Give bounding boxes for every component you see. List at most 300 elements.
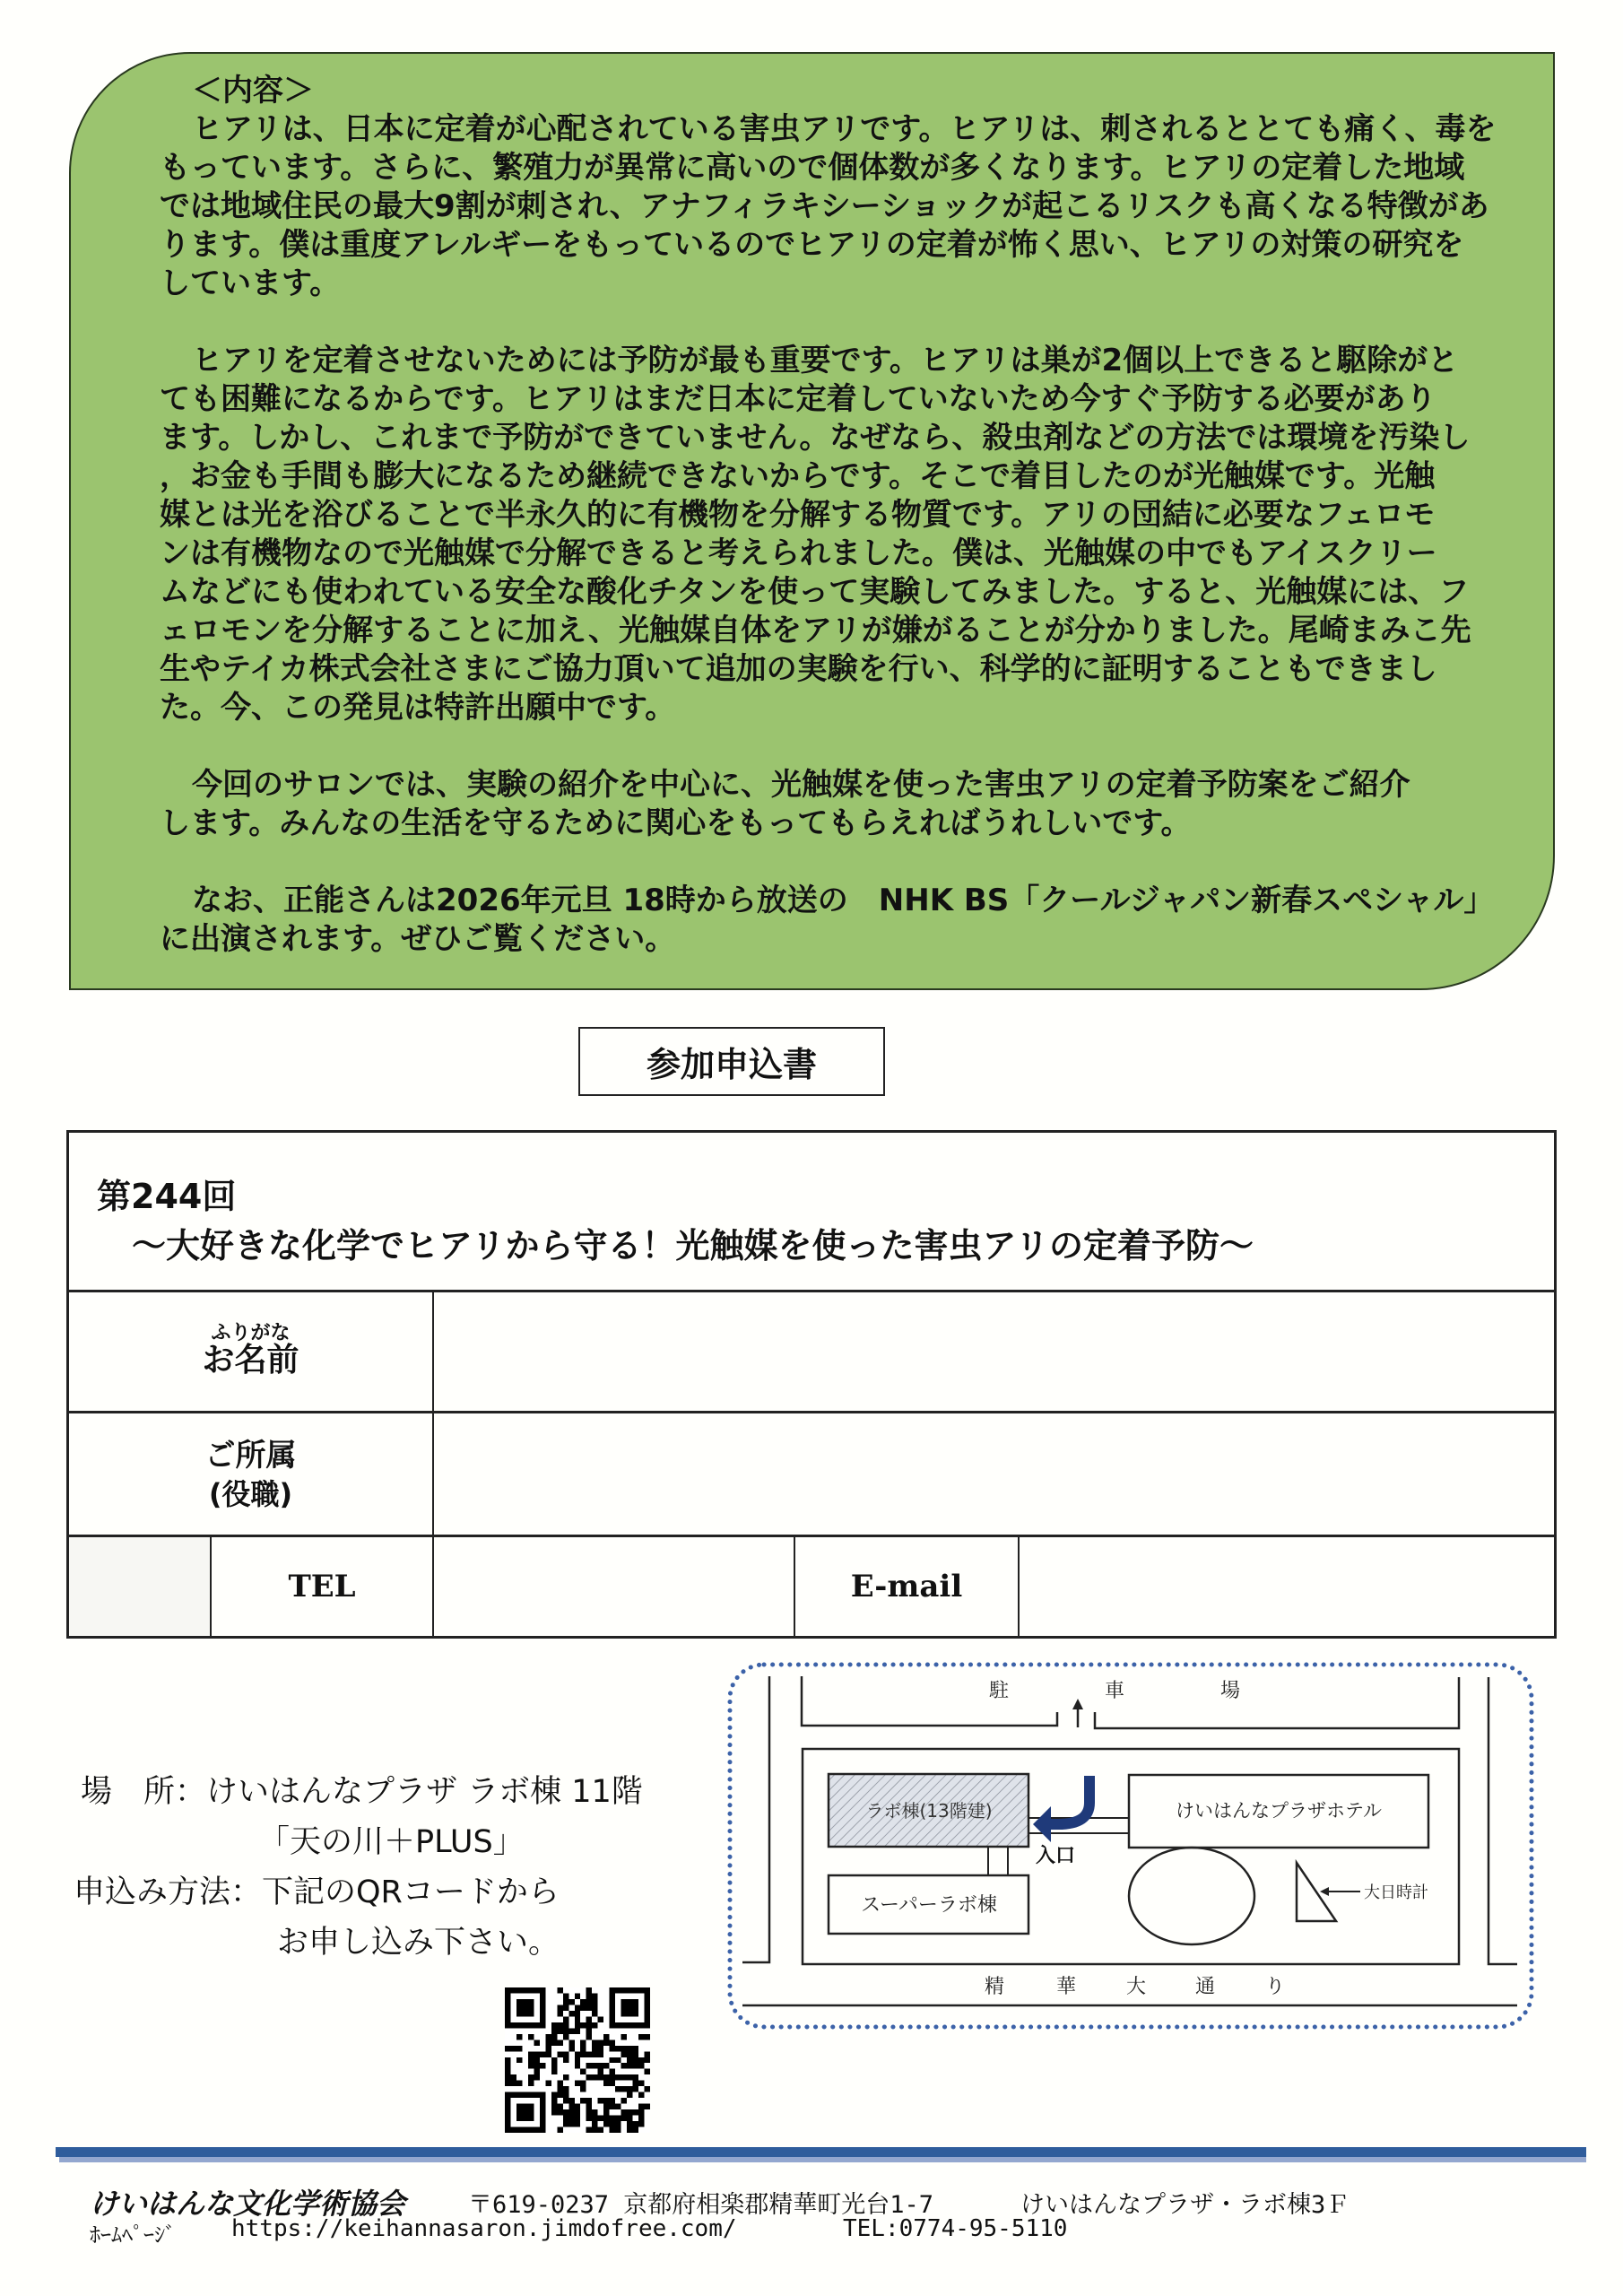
qr-module xyxy=(557,2005,562,2010)
venue-line: 場 所：けいはんなプラザ ラボ棟 11階 xyxy=(81,1774,643,1810)
qr-module xyxy=(603,2121,609,2126)
qr-module xyxy=(615,2046,621,2051)
affiliation-field[interactable] xyxy=(434,1413,1554,1535)
paragraph-gap xyxy=(160,727,1541,766)
qr-module xyxy=(610,2046,615,2051)
qr-module xyxy=(615,2057,621,2063)
qr-module xyxy=(575,2063,580,2068)
qr-module xyxy=(586,1999,592,2005)
qr-module xyxy=(551,2104,557,2109)
qr-module xyxy=(575,2022,580,2028)
qr-module xyxy=(621,2074,627,2080)
qr-module xyxy=(633,2051,638,2057)
qr-module xyxy=(557,2022,562,2028)
qr-module xyxy=(563,2034,568,2039)
qr-module xyxy=(598,2051,603,2057)
qr-module xyxy=(621,2098,627,2103)
road-left xyxy=(742,1676,769,1962)
sundial-label: 大日時計 xyxy=(1364,1883,1428,1902)
qr-module xyxy=(568,2011,574,2016)
qr-module xyxy=(598,2069,603,2074)
qr-module xyxy=(505,2074,510,2080)
street-char: 通 xyxy=(1194,1976,1216,1998)
apply-method: 申込み方法：下記のQRコードから xyxy=(74,1874,560,1910)
qr-module xyxy=(603,2034,609,2039)
qr-module xyxy=(505,2046,510,2051)
qr-module xyxy=(598,2098,603,2103)
qr-module xyxy=(592,1999,597,2005)
content-line: では地域住民の最大9割が刺され、アナフィラキシーショックが起こるリスクも高くなる特徴があ xyxy=(160,188,1489,224)
org-address: 〒619-0237 京都府相楽郡精華町光台1-7 xyxy=(468,2191,934,2219)
content-line: します。みんなの生活を守るために関心をもってもらえればうれしいです。 xyxy=(160,805,1192,841)
qr-module xyxy=(615,2074,621,2080)
qr-module xyxy=(638,2081,644,2086)
qr-module xyxy=(568,2098,574,2103)
qr-module xyxy=(505,2057,510,2063)
qr-module xyxy=(633,2074,638,2080)
qr-module xyxy=(592,2039,597,2045)
qr-module xyxy=(627,2116,632,2121)
qr-module xyxy=(510,2074,516,2080)
qr-module xyxy=(510,2046,516,2051)
qr-module xyxy=(557,2109,562,2115)
qr-module xyxy=(551,2028,557,2033)
access-map xyxy=(726,1659,1551,2054)
footer-divider xyxy=(56,2147,1586,2157)
qr-module xyxy=(510,2081,516,2086)
qr-module xyxy=(568,2104,574,2109)
qr-module xyxy=(580,2051,586,2057)
fountain-circle xyxy=(1129,1848,1254,1944)
qr-module xyxy=(551,2092,557,2098)
qr-module xyxy=(621,2116,627,2121)
qr-module xyxy=(534,2057,539,2063)
qr-module xyxy=(592,2063,597,2068)
qr-module xyxy=(586,2051,592,2057)
qr-module xyxy=(516,2034,522,2039)
qr-module xyxy=(592,2011,597,2016)
qr-module xyxy=(621,2046,627,2051)
qr-module xyxy=(575,1993,580,1998)
street-char: 大 xyxy=(1125,1976,1147,1998)
qr-module xyxy=(563,2028,568,2033)
homepage-label: ﾎｰﾑﾍﾟｰｼﾞ xyxy=(90,2222,176,2248)
qr-module xyxy=(516,2081,522,2086)
qr-module xyxy=(580,2046,586,2051)
affiliation-label xyxy=(69,1413,432,1535)
qr-module xyxy=(528,2034,534,2039)
content-line: 生やテイカ株式会社さまにご協力頂いて追加の実験を行い、科学的に証明することもできまし xyxy=(160,651,1437,687)
qr-module xyxy=(580,2069,586,2074)
qr-module xyxy=(603,2116,609,2121)
email-field[interactable] xyxy=(1020,1537,1554,1636)
qr-module xyxy=(592,2005,597,2010)
qr-module xyxy=(551,2098,557,2103)
entrance-arrowhead-icon xyxy=(1033,1806,1051,1842)
qr-module xyxy=(580,2005,586,2010)
qr-module xyxy=(557,2039,562,2045)
session-title: ～大好きな化学でヒアリから守る！光触媒を使った害虫アリの定着予防～ xyxy=(132,1226,1254,1265)
qr-module xyxy=(557,2104,562,2109)
qr-module xyxy=(598,2046,603,2051)
content-line: ヒアリは、日本に定着が心配されている害虫アリです。ヒアリは、刺されるととても痛く、毒を xyxy=(192,111,1497,147)
qr-module xyxy=(568,2109,574,2115)
parking-char: 駐 xyxy=(988,1680,1010,1702)
qr-module xyxy=(551,2057,557,2063)
qr-module xyxy=(551,2063,557,2068)
qr-module xyxy=(603,2081,609,2086)
qr-module xyxy=(568,2116,574,2121)
qr-module xyxy=(633,2109,638,2115)
content-line: ても困難になるからです。ヒアリはまだ日本に定着していないため今すぐ予防する必要があり xyxy=(160,381,1436,417)
qr-module xyxy=(592,2022,597,2028)
qr-module xyxy=(563,2016,568,2022)
qr-module xyxy=(568,1999,574,2005)
name-field[interactable] xyxy=(434,1292,1554,1411)
content-line: ます。しかし、これまで予防ができていません。なぜなら、殺虫剤などの方法では環境を汚染し xyxy=(160,420,1471,456)
qr-module xyxy=(603,2098,609,2103)
parking-char: 車 xyxy=(1104,1680,1125,1702)
qr-module xyxy=(551,2022,557,2028)
qr-module xyxy=(610,2121,615,2126)
qr-module xyxy=(633,2063,638,2068)
qr-module xyxy=(621,1999,638,2016)
qr-module xyxy=(586,1993,592,1998)
qr-module xyxy=(505,2069,510,2074)
qr-module xyxy=(557,2127,562,2133)
qr-module xyxy=(598,2116,603,2121)
qr-module xyxy=(534,2051,539,2057)
qr-module xyxy=(586,2022,592,2028)
qr-module xyxy=(621,2086,627,2092)
qr-module xyxy=(580,2039,586,2045)
qr-module xyxy=(528,2063,534,2068)
qr-module xyxy=(603,2063,609,2068)
lab-building-label: ラボ棟(13階建) xyxy=(865,1800,993,1822)
qr-module xyxy=(528,2051,534,2057)
qr-module xyxy=(563,1999,568,2005)
qr-module xyxy=(580,1999,586,2005)
qr-module xyxy=(645,2086,650,2092)
qr-module xyxy=(540,2051,545,2057)
qr-module xyxy=(557,2028,562,2033)
qr-module xyxy=(557,1987,562,1993)
qr-module xyxy=(551,2069,557,2074)
qr-module xyxy=(627,2121,632,2126)
hotel-label: けいはんなプラザホテル xyxy=(1176,1800,1382,1822)
qr-module xyxy=(586,2005,592,2010)
qr-module xyxy=(534,2063,539,2068)
qr-module xyxy=(575,2011,580,2016)
qr-module xyxy=(592,2051,597,2057)
qr-module xyxy=(638,2092,644,2098)
qr-module xyxy=(528,2081,534,2086)
qr-module xyxy=(598,2063,603,2068)
street-char: 精 xyxy=(984,1976,1005,1998)
qr-module xyxy=(645,2034,650,2039)
application-form xyxy=(66,1130,1557,1639)
entrance-label: 入口 xyxy=(1035,1845,1076,1867)
qr-module xyxy=(615,2121,621,2126)
qr-module xyxy=(598,2039,603,2045)
qr-module xyxy=(586,2034,592,2039)
qr-module xyxy=(557,2011,562,2016)
content-line: 媒とは光を浴びることで半永久的に有機物を分解する物質です。アリの団結に必要なフェロモ xyxy=(160,497,1436,533)
qr-module xyxy=(592,2116,597,2121)
furigana-label: ふりがな xyxy=(211,1322,291,1344)
qr-module xyxy=(568,2039,574,2045)
qr-module xyxy=(638,2034,644,2039)
qr-module xyxy=(615,2116,621,2121)
road-right xyxy=(1488,1677,1517,1964)
content-line: ムなどにも使われている安全な酸化チタンを使って実験してみました。すると、光触媒には、フ xyxy=(160,574,1470,610)
qr-module xyxy=(568,2121,574,2126)
qr-module xyxy=(621,2109,627,2115)
qr-module xyxy=(575,2081,580,2086)
qr-module xyxy=(627,2086,632,2092)
qr-module xyxy=(551,2109,557,2115)
qr-module xyxy=(633,2121,638,2126)
qr-module xyxy=(563,2109,568,2115)
qr-module xyxy=(575,2121,580,2126)
org-name: けいはんな文化学術協会 xyxy=(90,2187,406,2221)
qr-module xyxy=(610,2104,615,2109)
qr-module xyxy=(627,2092,632,2098)
qr-module xyxy=(592,2121,597,2126)
qr-module xyxy=(615,2086,621,2092)
super-lab-label: スーパーラボ棟 xyxy=(861,1894,997,1917)
qr-module xyxy=(610,2116,615,2121)
content-text xyxy=(160,72,1541,959)
qr-module xyxy=(551,2039,557,2045)
qr-module xyxy=(615,2127,621,2133)
blank-cell xyxy=(69,1537,210,1636)
parking-left xyxy=(802,1676,1057,1726)
qr-module xyxy=(603,2109,609,2115)
qr-module xyxy=(592,2127,597,2133)
content-line: ヒアリを定着させないためには予防が最も重要です。ヒアリは巣が2個以上できると駆除がと xyxy=(192,343,1459,378)
content-heading: ＜内容＞ xyxy=(192,73,314,109)
content-line: なお、正能さんは2026年元旦 18時から放送の NHK BS「クールジャパン新春スペシャル」 xyxy=(192,883,1495,918)
qr-module xyxy=(563,2057,568,2063)
qr-module xyxy=(568,2028,574,2033)
qr-module xyxy=(563,2121,568,2126)
street-char: 華 xyxy=(1055,1976,1077,1998)
qr-module xyxy=(505,2063,510,2068)
qr-module xyxy=(645,2104,650,2109)
qr-module xyxy=(610,2081,615,2086)
content-line: に出演されます。ぜひご覧ください。 xyxy=(160,921,676,957)
tel-label: TEL xyxy=(288,1569,356,1605)
qr-module xyxy=(586,2109,592,2115)
content-line: 今回のサロンでは、実験の紹介を中心に、光触媒を使った害虫アリの定着予防案をご紹介 xyxy=(192,767,1410,803)
name-label-text: お名前 xyxy=(202,1342,299,1378)
application-form-title: 参加申込書 xyxy=(578,1027,885,1096)
qr-module xyxy=(638,2063,644,2068)
qr-module xyxy=(563,2116,568,2121)
qr-module xyxy=(633,2127,638,2133)
content-line: ェロモンを分解することに加え、光触媒自体をアリが嫌がることが分かりました。尾崎まみこ先 xyxy=(160,613,1471,648)
street-label xyxy=(985,1976,1285,1998)
qr-module xyxy=(534,2039,539,2045)
qr-module xyxy=(534,2074,539,2080)
qr-code[interactable] xyxy=(505,1987,650,2133)
qr-module xyxy=(610,2074,615,2080)
qr-module xyxy=(621,2034,627,2039)
qr-module xyxy=(621,2063,627,2068)
qr-module xyxy=(627,2127,632,2133)
content-line: しています。 xyxy=(160,265,341,301)
footer-divider-shadow xyxy=(59,2157,1586,2162)
entrance-arrow-icon xyxy=(1047,1776,1089,1824)
qr-module xyxy=(592,2046,597,2051)
qr-module xyxy=(592,1993,597,1998)
street-char: り xyxy=(1264,1976,1286,1998)
org-tel: TEL:0774-95-5110 xyxy=(843,2215,1068,2242)
qr-module xyxy=(598,2074,603,2080)
qr-module xyxy=(563,2092,568,2098)
qr-module xyxy=(627,2046,632,2051)
qr-module xyxy=(563,2022,568,2028)
qr-module xyxy=(528,2057,534,2063)
qr-module xyxy=(540,2063,545,2068)
qr-module xyxy=(580,2098,586,2103)
qr-module xyxy=(603,2039,609,2045)
qr-module xyxy=(592,2074,597,2080)
qr-module xyxy=(575,2005,580,2010)
org-building: けいはんなプラザ・ラボ棟3Ｆ xyxy=(1020,2191,1350,2219)
qr-module xyxy=(563,2051,568,2057)
qr-module xyxy=(516,1999,534,2016)
qr-module xyxy=(545,2039,551,2045)
qr-module xyxy=(592,2109,597,2115)
qr-module xyxy=(516,2104,534,2121)
affiliation-label-text: ご所属 xyxy=(204,1437,297,1474)
qr-module xyxy=(615,2104,621,2109)
name-label xyxy=(69,1292,432,1411)
qr-module xyxy=(645,2051,650,2057)
qr-module xyxy=(563,1993,568,1998)
qr-module xyxy=(545,2081,551,2086)
qr-module xyxy=(638,2109,644,2115)
qr-module xyxy=(598,2127,603,2133)
qr-module xyxy=(603,2074,609,2080)
qr-module xyxy=(610,2127,615,2133)
qr-module xyxy=(575,2028,580,2033)
tel-field[interactable] xyxy=(434,1537,794,1636)
qr-module xyxy=(557,2051,562,2057)
qr-module xyxy=(516,2046,522,2051)
qr-module xyxy=(586,2063,592,2068)
qr-module xyxy=(563,2074,568,2080)
qr-module xyxy=(638,2116,644,2121)
qr-module xyxy=(633,2046,638,2051)
qr-module xyxy=(627,2109,632,2115)
qr-module xyxy=(610,2098,615,2103)
qr-module xyxy=(627,2057,632,2063)
parking-char: 場 xyxy=(1219,1680,1241,1702)
qr-module xyxy=(610,2069,615,2074)
session-number: 第244回 xyxy=(97,1177,237,1216)
qr-module xyxy=(505,2081,510,2086)
qr-module xyxy=(575,2109,580,2115)
qr-module xyxy=(586,1987,592,1993)
qr-module xyxy=(557,2086,562,2092)
paragraph-gap xyxy=(160,843,1541,882)
qr-module xyxy=(563,2098,568,2103)
qr-module xyxy=(645,2069,650,2074)
qr-module xyxy=(645,2057,650,2063)
qr-module xyxy=(575,2057,580,2063)
qr-module xyxy=(580,2022,586,2028)
qr-module xyxy=(580,2086,586,2092)
content-line: ンは有機物なので光触媒で分解できると考えられました。僕は、光触媒の中でもアイスクリー xyxy=(160,535,1437,571)
email-label: E-mail xyxy=(850,1569,963,1605)
position-label-text: (役職) xyxy=(208,1476,293,1511)
qr-module xyxy=(586,2104,592,2109)
parking-right xyxy=(1095,1677,1459,1728)
qr-module xyxy=(575,2104,580,2109)
qr-module xyxy=(551,2034,557,2039)
qr-module xyxy=(580,2081,586,2086)
apply-method-cont: お申し込み下さい。 xyxy=(277,1925,560,1961)
content-line: た。今、この発見は特許出願中です。 xyxy=(160,690,676,726)
qr-module xyxy=(610,2057,615,2063)
qr-module xyxy=(638,2104,644,2109)
qr-module xyxy=(621,2051,627,2057)
qr-module xyxy=(633,2057,638,2063)
qr-module xyxy=(575,2016,580,2022)
homepage-link[interactable]: https://keihannasaron.jimdofree.com/ xyxy=(231,2215,737,2242)
qr-module xyxy=(633,2081,638,2086)
qr-module xyxy=(534,2069,539,2074)
paragraph-gap xyxy=(160,303,1541,342)
qr-module xyxy=(575,2116,580,2121)
qr-module xyxy=(598,2016,603,2022)
content-line: ，お金も手間も膨大になるため継続できないからです。そこで着目したのが光触媒です。光触 xyxy=(160,458,1436,494)
qr-module xyxy=(563,2005,568,2010)
qr-module xyxy=(545,2046,551,2051)
qr-module xyxy=(586,2028,592,2033)
qr-module xyxy=(557,2081,562,2086)
qr-module xyxy=(627,2074,632,2080)
qr-module xyxy=(586,2116,592,2121)
qr-module xyxy=(568,2046,574,2051)
qr-module xyxy=(610,2039,615,2045)
qr-module xyxy=(586,2016,592,2022)
parking-label xyxy=(988,1680,1240,1702)
content-line: もっています。さらに、繁殖力が異常に高いので個体数が多くなります。ヒアリの定着した地域 xyxy=(160,150,1465,186)
qr-module xyxy=(638,2057,644,2063)
qr-module xyxy=(633,2086,638,2092)
qr-module xyxy=(586,2098,592,2103)
content-line: ります。僕は重度アレルギーをもっているのでヒアリの定着が怖く思い、ヒアリの対策の研究を xyxy=(160,227,1464,263)
qr-module xyxy=(563,2086,568,2092)
qr-module xyxy=(528,2074,534,2080)
qr-module xyxy=(586,2127,592,2133)
qr-module xyxy=(516,2057,522,2063)
qr-module xyxy=(557,2092,562,2098)
qr-module xyxy=(627,2051,632,2057)
qr-module xyxy=(586,2074,592,2080)
qr-module xyxy=(545,2034,551,2039)
qr-module xyxy=(545,2051,551,2057)
qr-module xyxy=(575,2051,580,2057)
venue-name: 「天の川＋PLUS」 xyxy=(258,1824,525,1860)
qr-module xyxy=(603,2104,609,2109)
qr-module xyxy=(638,2121,644,2126)
qr-module xyxy=(627,2063,632,2068)
